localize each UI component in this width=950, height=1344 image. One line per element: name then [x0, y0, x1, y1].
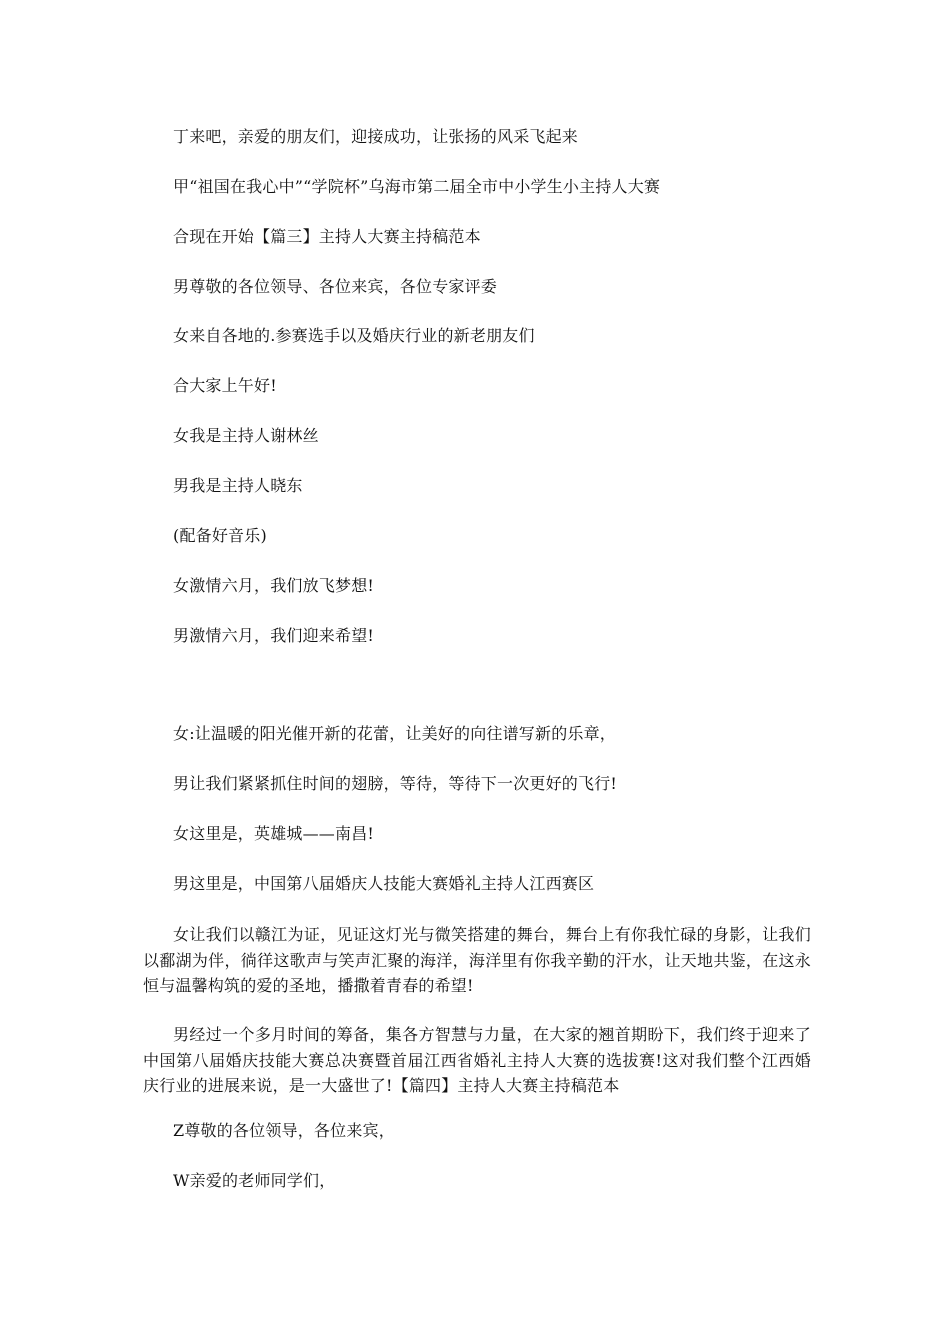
text-line: 女来自各地的.参赛选手以及婚庆行业的新老朋友们: [173, 326, 535, 345]
paragraph: 男经过一个多月时间的筹备，集各方智慧与力量，在大家的翘首期盼下，我们终于迎来了中国第八届婚庆技能大赛总决赛暨首届江西省婚礼主持人大赛的选拔赛!这对我们整个江西婚庆行业的进展来说，是一大盛世了!【篇四】主持人大赛主持稿范本: [143, 1025, 811, 1095]
text-line: 男尊敬的各位领导、各位来宾，各位专家评委: [173, 277, 498, 296]
text-line: 合大家上午好!: [173, 376, 277, 395]
text-line: W亲爱的老师同学们，: [173, 1171, 336, 1190]
text-line: 男这里是，中国第八届婚庆人技能大赛婚礼主持人江西赛区: [173, 874, 595, 893]
text-line: 女这里是，英雄城——南昌!: [173, 824, 375, 843]
text-line: 男我是主持人晓东: [173, 476, 303, 495]
text-line: 甲“祖国在我心中”“学院杯”乌海市第二届全市中小学生小主持人大赛: [173, 177, 661, 196]
text-line: Z尊敬的各位领导，各位来宾，: [173, 1121, 395, 1140]
text-line: 丁来吧，亲爱的朋友们，迎接成功，让张扬的风采飞起来: [173, 127, 579, 146]
paragraph: 女让我们以赣江为证，见证这灯光与微笑搭建的舞台，舞台上有你我忙碌的身影，让我们以鄱湖为伴，徜徉这歌声与笑声汇聚的海洋，海洋里有你我辛勤的汗水，让天地共鉴，在这永恒与温馨构筑的爱的圣地，播撒着青春的希望!: [143, 925, 811, 995]
text-line: 女我是主持人谢林丝: [173, 426, 319, 445]
text-line: (配备好音乐): [173, 526, 267, 545]
text-line: 男激情六月，我们迎来希望!: [173, 626, 375, 645]
text-line: 合现在开始【篇三】主持人大赛主持稿范本: [173, 227, 481, 246]
text-line: 女:让温暖的阳光催开新的花蕾，让美好的向往谱写新的乐章，: [173, 724, 616, 743]
text-line: 男让我们紧紧抓住时间的翅膀，等待，等待下一次更好的飞行!: [173, 774, 618, 793]
text-line: 女激情六月，我们放飞梦想!: [173, 576, 375, 595]
